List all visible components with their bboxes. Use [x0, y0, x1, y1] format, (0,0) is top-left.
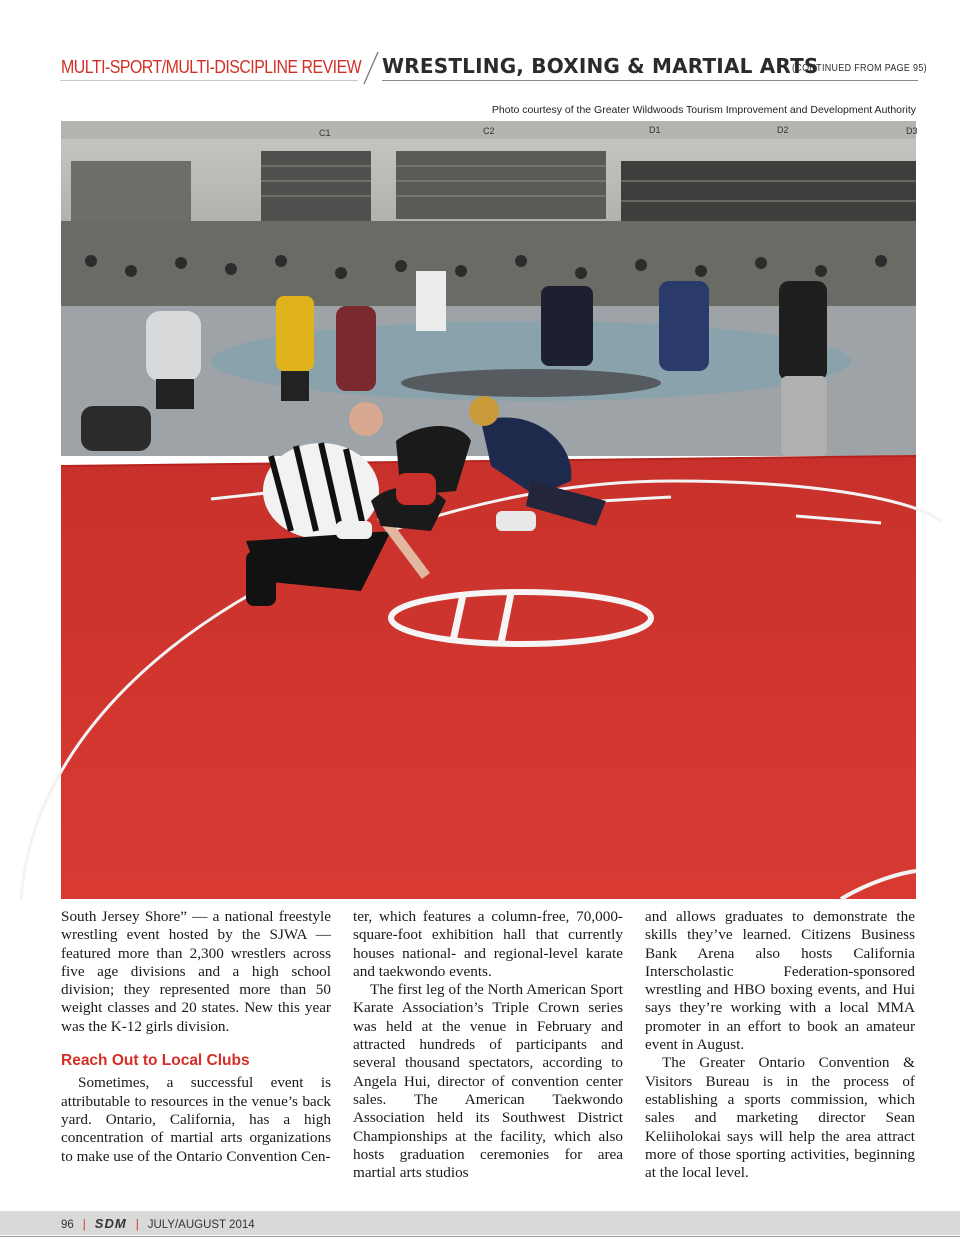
page-header: [0, 46, 960, 86]
footer-separator: |: [82, 1219, 86, 1231]
sign-d2: D2: [777, 125, 789, 135]
page-number: 96: [61, 1219, 74, 1231]
sign-d3: D3: [906, 126, 918, 136]
paragraph: and allows graduates to demonstrate the skills they’ve learned. Citizens Business Bank Arena also hosts California Interscholastic Federation-sponsored wrestling and HBO boxing events, and Hui says they’re working with a local MMA promoter in an effort to book an amateur event in August.: [645, 908, 915, 1054]
header-rule-left: [60, 80, 358, 81]
wrestling-photo-illustration: [61, 121, 916, 899]
header-slash-divider: [360, 50, 382, 84]
photo-credit: Photo courtesy of the Greater Wildwoods Tourism Improvement and Development Authority: [491, 104, 916, 116]
article-column-3: [645, 908, 915, 1182]
issue-date: JULY/AUGUST 2014: [147, 1219, 255, 1231]
header-rule: [382, 80, 918, 81]
paragraph: The Greater Ontario Convention & Visitors Bureau is in the process of establishing a sports commission, which sales and marketing director Sean Keliiholokai says will help the area attract more of those sporting activities, beginning at the local level.: [645, 1054, 915, 1182]
paragraph: The first leg of the North American Sport Karate Association’s Triple Crown series was held at the venue in February and attracted hundreds of participants and several thousand spectators, according to Angela Hui, director of convention center sales. The American Taekwondo Association held its Southwest District Championships at the facility, which also hosts graduation ceremonies for area martial arts studios: [353, 981, 623, 1182]
sign-d1: D1: [649, 125, 661, 135]
page-footer: [0, 1211, 960, 1235]
paragraph: South Jersey Shore” — a national freestyle wrestling event hosted by the SJWA — featured more than 2,300 wrestlers across five age divisions and a high school division; they represented more than 50 weight classes and 20 states. New this year was the K-12 girls division.: [61, 908, 331, 1035]
footer-separator: |: [135, 1219, 139, 1231]
section-label: MULTI-SPORT/MULTI-DISCIPLINE REVIEW: [61, 56, 362, 77]
article-column-1: [61, 908, 331, 1166]
article-column-2: [353, 908, 623, 1182]
magazine-logo: SDM: [94, 1216, 127, 1231]
continued-note: (CONTINUED FROM PAGE 95): [792, 62, 927, 74]
footer-rule: [0, 1236, 960, 1237]
section-title: WRESTLING, BOXING & MARTIAL ARTS: [382, 54, 819, 78]
subheading: Reach Out to Local Clubs: [61, 1052, 250, 1070]
footer-text: [61, 1216, 255, 1231]
sign-c1: C1: [319, 128, 331, 138]
wrestling-photo: [61, 121, 916, 899]
sign-c2: C2: [483, 126, 495, 136]
paragraph: ter, which features a column-free, 70,000-square-foot exhibition hall that currently houses national- and regional-level karate and taekwondo events.: [353, 908, 623, 980]
paragraph: Sometimes, a successful event is attributable to resources in the venue’s back yard. Ontario, California, has a high concentration of martial arts organizations to make use of the Ontario Convention Cen-: [61, 1074, 331, 1165]
